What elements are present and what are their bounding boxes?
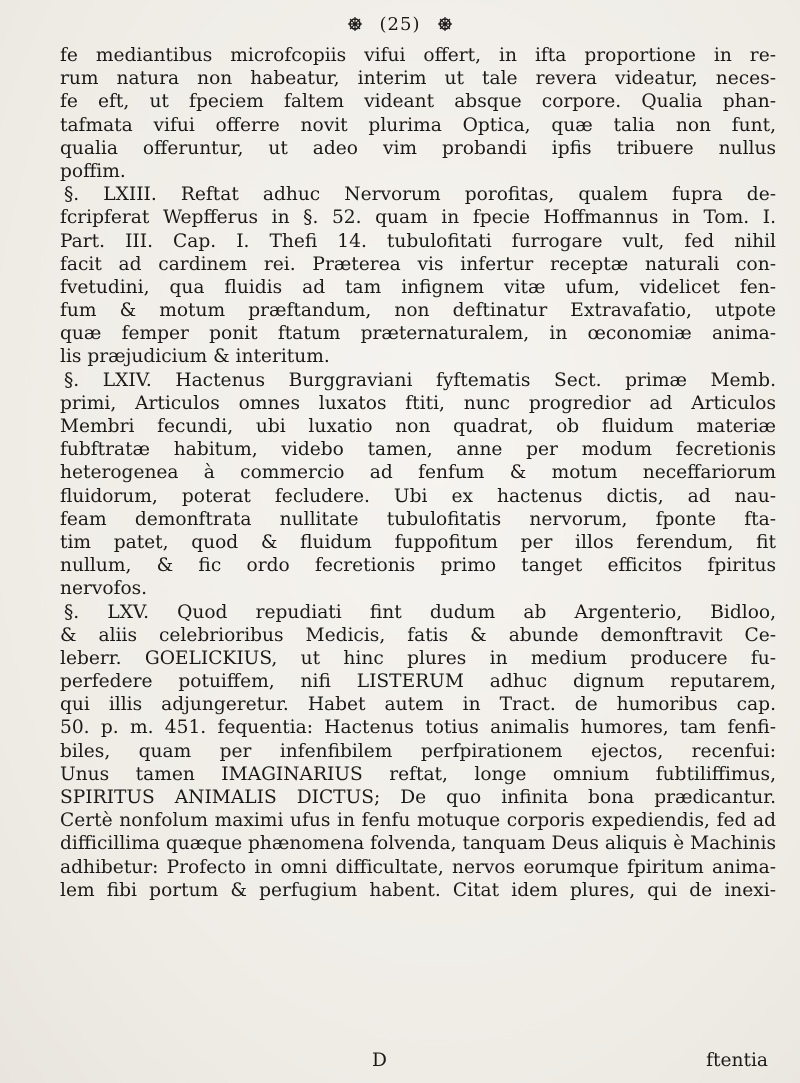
signature-mark: D (372, 1050, 387, 1071)
text-line: Part. III. Cap. I. Thefi 14. tubulofitati furrogare vult, fed nihil (60, 230, 776, 252)
text-line: nullum, & fic ordo fecretionis primo tanget efficitos fpiritus (60, 555, 776, 577)
ornament-right-icon (437, 16, 453, 32)
text-line: fcripferat Wepfferus in §. 52. quam in fpecie Hoffmannus in Tom. I. (60, 207, 776, 229)
text-line: SPIRITUS ANIMALIS DICTUS; De quo infinita bona prædicantur. (60, 787, 776, 808)
text-line: §. LXIII. Reftat adhuc Nervorum porofitas, qualem fupra de- (64, 184, 776, 206)
text-line: difficillima quæque phænomena folvenda, tanquam Deus aliquis è Machinis (60, 833, 776, 855)
text-line: tim patet, quod & fluidum fuppofitum per illos ferendum, fit (60, 531, 776, 553)
catchword: ftentia (706, 1050, 768, 1071)
text-line: lem fibi portum & perfugium habent. Citat idem plures, qui de inexi- (60, 879, 776, 901)
text-line: heterogenea à commercio ad fenfum & motum neceffariorum (60, 462, 776, 484)
text-line: rum natura non habeatur, interim ut tale revera videatur, neces- (60, 68, 776, 90)
page-header (0, 14, 800, 35)
text-line: leberr. GOELICKIUS, ut hinc plures in medium producere fu- (60, 647, 776, 669)
text-line: fubftratæ habitum, videbo tamen, anne per modum fecretionis (60, 439, 776, 461)
text-line: fum & motum præftandum, non deftinatur Extravafatio, utpote (60, 300, 776, 322)
text-line: primi, Articulos omnes luxatos ftiti, nunc progredior ad Articulos (60, 392, 776, 414)
text-line: & aliis celebrioribus Medicis, fatis & abunde demonftravit Ce- (60, 624, 776, 646)
text-line: biles, quam per infenfibilem perfpirationem ejectos, recenfui: (60, 740, 776, 762)
text-line: fe mediantibus microfcopiis vifui offert, in ifta proportione in re- (60, 45, 776, 66)
page-number: (25) (379, 14, 421, 35)
text-line: §. LXIV. Hactenus Burggraviani fyftematis Sect. primæ Memb. (64, 369, 776, 391)
text-line: facit ad cardinem rei. Præterea vis infertur receptæ naturali con- (60, 253, 776, 275)
text-line: Unus tamen IMAGINARIUS reftat, longe omnium fubtiliffimus, (60, 763, 776, 785)
text-line: fe eft, ut fpeciem faltem videant absque corpore. Qualia phan- (60, 91, 776, 113)
text-line: tafmata vifui offerre novit plurima Optica, quæ talia non funt, (60, 114, 776, 136)
body-text (60, 44, 776, 902)
text-line: Membri fecundi, ubi luxatio non quadrat, ob fluidum materiæ (60, 416, 776, 437)
text-line: fvetudini, qua fluidis ad tam infignem vitæ ufum, videlicet fen- (60, 276, 776, 298)
text-line: Certè nonfolum maximi ufus in fenfu motuque corporis expediendis, fed ad (60, 810, 776, 832)
text-line: nervofos. (60, 578, 148, 600)
text-line: qualia offeruntur, ut adeo vim probandi ipfis tribuere nullus (60, 137, 776, 159)
text-line: §. LXV. Quod repudiati fint dudum ab Argenterio, Bidloo, (64, 601, 776, 623)
text-line: quæ femper ponit ftatum præternaturalem, in œconomiæ anima- (60, 323, 776, 345)
text-line: feam demonftrata nullitate tubulofitatis nervorum, fponte fta- (60, 508, 776, 530)
text-line: 50. p. m. 451. fequentia: Hactenus totius animalis humores, tam fenfi- (60, 717, 776, 739)
text-line: lis præjudicium & interitum. (60, 346, 330, 368)
ornament-left-icon (347, 16, 363, 32)
text-line: adhibetur: Profecto in omni difficultate, nervos eorumque fpiritum anima- (60, 856, 776, 878)
text-line: qui illis adjungeretur. Habet autem in Tract. de humoribus cap. (60, 694, 776, 716)
text-line: poffim. (60, 160, 126, 182)
text-line: perfedere potuiffem, nifi LISTERUM adhuc dignum reputarem, (60, 671, 776, 693)
text-line: fluidorum, poterat fecludere. Ubi ex hactenus dictis, ad nau- (60, 485, 776, 507)
